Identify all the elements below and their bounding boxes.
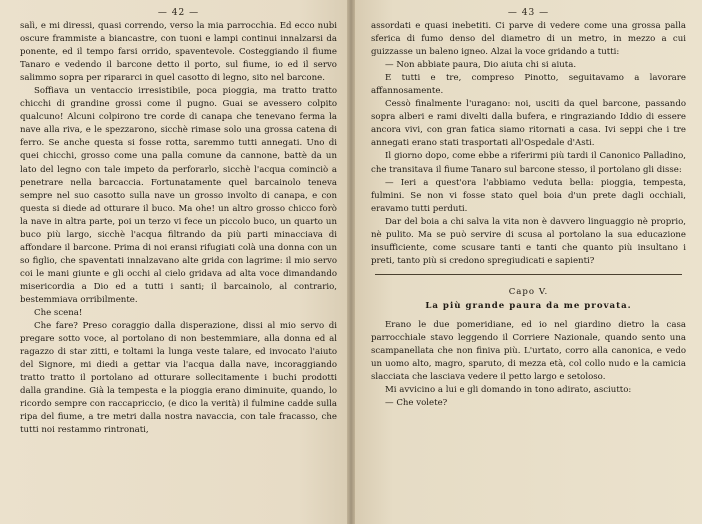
page-number: — 43 — bbox=[507, 8, 550, 18]
section-divider bbox=[375, 274, 682, 275]
right-page bbox=[351, 0, 702, 524]
paragraph: Soffiava un ventaccio irresistibile, poca pioggia, ma tratto tratto chicchi di grandine grossi come il pugno. Guai se avessero colpito qualcuno! Alcuni colpirono tre corde di canapa che tenevano ferma la nave alla riva, e le spezzarono, sicchè rimase solo una grossa catena di ferro. Se anche questa si fosse rotta, saremmo tutti annegati. Uno di quei chicchi, grosso come una palla comune da cannone, battè da un lato del legno con tale impeto da perforarlo, sicchè l'acqua cominciò a penetrare nella barcaccia. Fortunatamente quel barcainolo teneva sempre nel suo casotto sulla nave un grosso involto di canapa, e con questa si diede ad otturare il buco. Ma ohe! un altro grosso chicco forò la nave in altra parte, poi un terzo vi fece un piccolo buco, un quarto un buco più largo, sicchè l'acqua filtrando da più parti minacciava di affondare il barcone. Prima di noi eransi rifugiati colà una donna con un so figlio, che spaventati innalzavano alte grida con lagrime: il mio servo coi le mani giunte e gli occhi al cielo gridava ad alta voce dimandando misericordia a Dio ed a tutti i santi; il barcainolo, al contrario, bestemmiava orribilmente. bbox=[20, 86, 337, 305]
chapter-heading: Capo V. bbox=[508, 286, 549, 297]
body-text bbox=[371, 20, 686, 268]
paragraph: — Ieri a quest'ora l'abbiamo veduta bella: pioggia, tempesta, fulmini. Se non vi fosse stato quel boia d'un prete dagli occhiali, eravamo tutti perduti. bbox=[371, 177, 686, 214]
paragraph: assordati e quasi inebetiti. Ci parve di vedere come una grossa palla sferica di fumo denso del diametro di un metro, in mezzo a cui guizzasse un baleno igneo. Alzai la voce gridando a tutti: bbox=[371, 21, 686, 58]
paragraph: Cessò finalmente l'uragano: noi, usciti da quel barcone, passando sopra alberi e rami divelti dalla bufera, e ringraziando Iddio di essere ancora vivi, con gran fatica siamo ritornati a casa. Ivi seppi che i tre annegati erano stati trasportati all'Ospedale d'Asti. bbox=[371, 99, 686, 149]
paragraph: Mi avvicino a lui e gli domando in tono adirato, asciutto: bbox=[385, 385, 632, 396]
paragraph: E tutti e tre, compreso Pinotto, seguitavamo a lavorare affannosamente. bbox=[371, 73, 686, 97]
paragraph: salì, e mi diressi, quasi correndo, verso la mia parrocchia. Ed ecco nubi oscure frammiste a biancastre, con tuoni e lampi continui innalzarsi da ponente, ed il tempo farsi orrido, spaventevole. Costeggiando il fiume Tanaro e vedendo il barcone detto il porto, sul fiume, io ed il servo salimmo sopra per ripararci in quel casotto di legno, sito nel barcone. bbox=[20, 21, 337, 84]
paragraph: Il giorno dopo, come ebbe a riferirmi più tardi il Canonico Palladino, che transitava il fiume Tanaro sul barcone stesso, il portolano gli disse: bbox=[371, 151, 686, 175]
book-spine bbox=[347, 0, 355, 524]
page-number: — 42 — bbox=[157, 8, 200, 18]
paragraph: — Che volete? bbox=[385, 398, 448, 409]
body-text bbox=[371, 319, 686, 410]
chapter-subtitle: La più grande paura da me provata. bbox=[425, 300, 632, 311]
paragraph: Che fare? Preso coraggio dalla disperazione, dissi al mio servo di pregare sotto voce, al portolano di non bestemmiare, alla donna ed al ragazzo di star zitti, e toltami la lunga veste talare, ed invocato l'aiuto del Signore, mi diedi a gettar via l'acqua dalla nave, incoraggiando tratto tratto il portolano ad otturare sollecitamente i buchi prodotti dalla grandine. Già la tempesta e la pioggia erano diminuite, quando, lo ricordo sempre con raccapriccio, (e dico la verità) il fulmine cadde sulla ripa del fiume, a tre metri dalla nostra navaccia, con tale fracasso, che tutti noi restammo rintronati, bbox=[20, 321, 337, 436]
body-text bbox=[20, 20, 337, 438]
paragraph: — Non abbiate paura, Dio aiuta chi si aiuta. bbox=[385, 60, 577, 71]
paragraph: Che scena! bbox=[34, 308, 83, 319]
paragraph: Erano le due pomeridiane, ed io nel giardino dietro la casa parrocchiale stavo leggendo il Corriere Nazionale, quando sento una scampanellata che non finiva più. L'urtato, corro alla canonica, e vedo un uomo alto, magro, sparuto, di mezza età, col collo nudo e la camicia slacciata che lasciava vedere il petto largo e setoloso. bbox=[371, 319, 686, 383]
paragraph: Dar del boia a chi salva la vita non è davvero linguaggio nè proprio, nè pulito. Ma se può servire di scusa al portolano la sua educazione insufficiente, come scusare tanti e tanti che quanto più insultano i preti, tanto più si credono spregiudicati e sapienti? bbox=[371, 216, 686, 266]
